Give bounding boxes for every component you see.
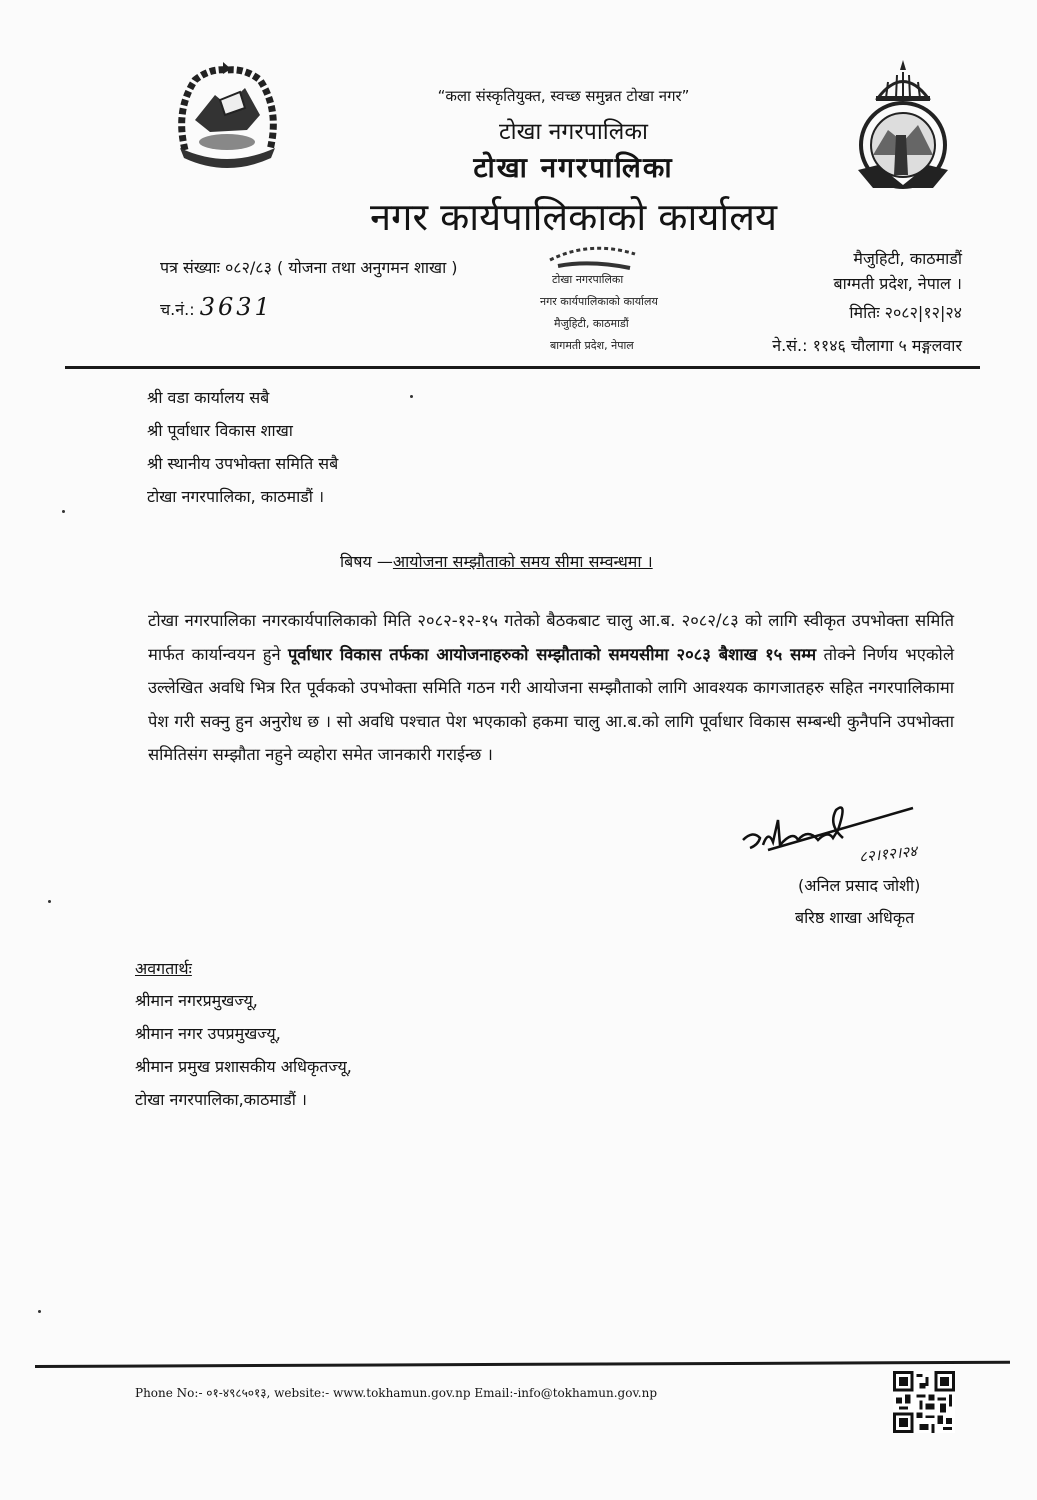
qr-code-icon[interactable] xyxy=(893,1371,955,1433)
stamp-line1: टोखा नगरपालिका xyxy=(552,273,624,286)
signer-title: बरिष्ठ शाखा अधिकृत xyxy=(795,908,915,927)
cc-item: श्रीमान प्रमुख प्रशासकीय अधिकृतज्यू, xyxy=(135,1057,352,1076)
scan-speck xyxy=(48,900,51,903)
cc-item: टोखा नगरपालिका,काठमाडौं । xyxy=(135,1090,307,1109)
footer-contact: Phone No:- ०१-४९८५०१३, website:- www.tokhamun.gov.np Email:-info@tokhamun.gov.np xyxy=(135,1386,658,1400)
letterhead-office-name: नगर कार्यपालिकाको कार्यालय xyxy=(369,195,778,239)
body-part-2-bold: पूर्वाधार विकास तर्फका आयोजनाहरुको सम्झौताको समयसीमा २०८३ बैशाख १५ सम्म xyxy=(288,644,817,664)
dispatch-number-label: च.नं.: xyxy=(160,300,195,319)
handwritten-signature xyxy=(738,800,958,852)
recipient-line: श्री स्थानीय उपभोक्ता समिति सबै xyxy=(147,454,339,473)
stamp-line2: नगर कार्यपालिकाको कार्यालय xyxy=(540,295,658,308)
signature-date: ८२।१२।२४ xyxy=(858,842,918,866)
address-line-2: बाग्मती प्रदेश, नेपाल । xyxy=(833,274,962,293)
subject-text: आयोजना सम्झौताको समय सीमा सम्वन्धमा । xyxy=(392,552,653,571)
recipient-line: श्री वडा कार्यालय सबै xyxy=(147,388,270,407)
letter-body xyxy=(148,604,954,772)
scan-speck xyxy=(410,395,413,398)
cc-heading: अवगतार्थः xyxy=(135,959,192,978)
letter-number-label: पत्र संख्याः xyxy=(160,258,220,277)
letter-number-value: ०८२/८३ ( योजना तथा अनुगमन शाखा ) xyxy=(224,258,458,277)
header-divider xyxy=(65,366,980,369)
scan-speck xyxy=(38,1310,41,1313)
letterhead-org-name: टोखा नगरपालिका xyxy=(499,119,648,145)
cc-item: श्रीमान नगरप्रमुखज्यू, xyxy=(135,991,258,1010)
subject-line xyxy=(340,550,653,572)
scan-speck xyxy=(62,510,65,513)
nepal-sambat-date: ने.सं.: ११४६ चौलागा ५ मङ्गलवार xyxy=(772,336,962,355)
cc-item: श्रीमान नगर उपप्रमुखज्यू, xyxy=(135,1024,281,1043)
letter-date: मितिः २०८२|१२|२४ xyxy=(849,303,962,322)
body-part-1: टोखा नगरपालिका नगरकार्यपालिकाको मिति २०८२-१२-१५ गतेको बैठकबाट चालु आ.ब. २०८२/८३ को लागि स्वीकृत उपभोक्ता समिति मार्फत कार्यान्वयन हुने xyxy=(148,611,954,664)
recipient-line: श्री पूर्वाधार विकास शाखा xyxy=(147,421,293,440)
dispatch-number xyxy=(160,293,273,321)
footer-divider xyxy=(35,1361,1010,1368)
office-stamp xyxy=(540,240,690,364)
recipient-line: टोखा नगरपालिका, काठमाडौं । xyxy=(147,487,325,506)
address-line-1: मैजुहिटी, काठमाडौं xyxy=(853,249,962,268)
body-part-3: तोक्ने निर्णय भएकोले उल्लेखित अवधि भित्र रित पूर्वकको उपभोक्ता समिति गठन गरी आयोजना सम्झौताको लागि आवश्यक कागजातहरु सहित नगरपालिकामा पेश गरी सक्नु हुन अनुरोध छ । सो अवधि पश्चात पेश भएकाको हकमा चालु आ.ब.को लागि पूर्वाधार विकास सम्बन्धी कुनैपनि उपभोक्ता समितिसंग सम्झौता नहुने व्यहोरा समेत जानकारी गराईन्छ । xyxy=(148,644,955,764)
stamp-line3: मैजुहिटी, काठमाडौं xyxy=(554,317,629,330)
stamp-line4: बागमती प्रदेश, नेपाल xyxy=(550,339,634,352)
letterhead-org-name-script: टोखा नगरपालिका xyxy=(473,151,674,184)
subject-label: बिषय — xyxy=(340,552,393,571)
letterhead-tagline: “कला संस्कृतियुक्त, स्वच्छ समुन्नत टोखा नगर” xyxy=(437,87,690,105)
letter-number xyxy=(160,256,458,278)
signer-name: (अनिल प्रसाद जोशी) xyxy=(798,876,921,895)
dispatch-number-value: 3631 xyxy=(199,293,273,321)
stamp-emblem-icon xyxy=(540,240,690,270)
